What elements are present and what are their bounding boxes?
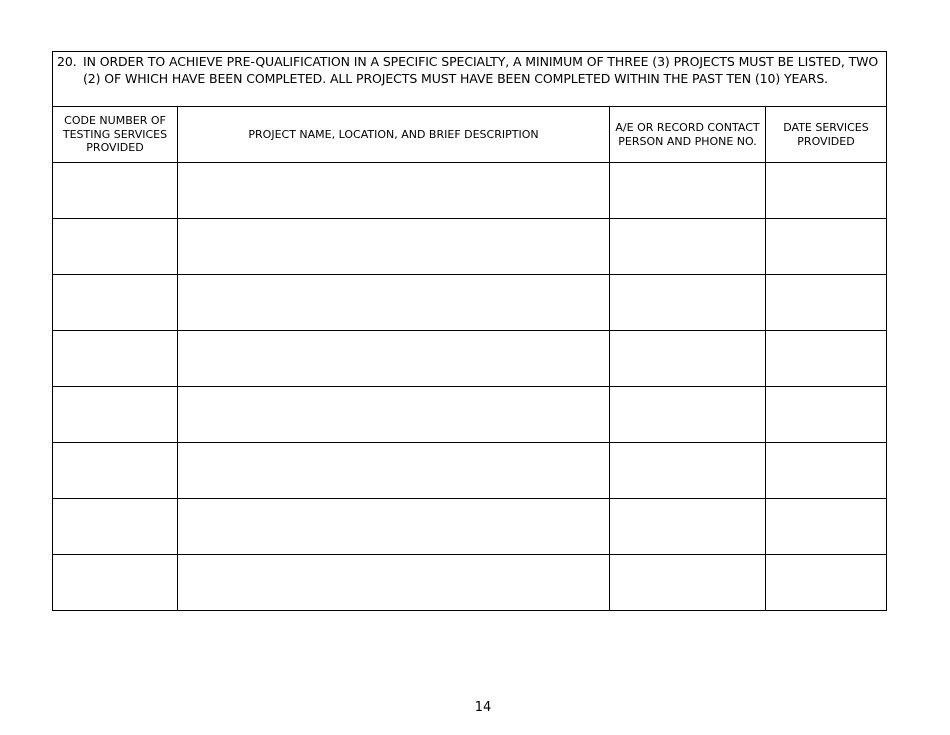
contact-person-cell[interactable] xyxy=(610,219,766,275)
page-number: 14 xyxy=(474,700,492,715)
date-services-cell[interactable] xyxy=(766,219,887,275)
instruction xyxy=(53,52,886,87)
instruction-row xyxy=(53,52,887,107)
project-description-cell[interactable] xyxy=(178,163,610,219)
question-number: 20. xyxy=(57,54,77,69)
header-date-services: DATE SERVICES PROVIDED xyxy=(766,107,887,163)
contact-person-cell[interactable] xyxy=(610,499,766,555)
header-project-description: PROJECT NAME, LOCATION, AND BRIEF DESCRIPTION xyxy=(178,107,610,163)
table-row xyxy=(53,331,887,387)
table-row xyxy=(53,219,887,275)
contact-person-cell[interactable] xyxy=(610,163,766,219)
contact-person-cell[interactable] xyxy=(610,443,766,499)
project-description-cell[interactable] xyxy=(178,331,610,387)
code-number-cell[interactable] xyxy=(53,219,178,275)
table-row xyxy=(53,387,887,443)
header-contact-person: A/E OR RECORD CONTACT PERSON AND PHONE NO. xyxy=(610,107,766,163)
date-services-cell[interactable] xyxy=(766,275,887,331)
code-number-cell[interactable] xyxy=(53,387,178,443)
instruction-cell xyxy=(53,52,887,107)
contact-person-cell[interactable] xyxy=(610,555,766,611)
table-row xyxy=(53,275,887,331)
question-text: IN ORDER TO ACHIEVE PRE-QUALIFICATION IN A SPECIFIC SPECIALTY, A MINIMUM OF THREE (3) PROJECTS MUST BE LISTED, TWO (2) OF WHICH HAVE BEEN COMPLETED. ALL PROJECTS MUST HAVE BEEN COMPLETED WITHIN THE PAST TEN (10) YEARS. xyxy=(83,54,879,86)
code-number-cell[interactable] xyxy=(53,275,178,331)
table-row xyxy=(53,163,887,219)
date-services-cell[interactable] xyxy=(766,443,887,499)
project-description-cell[interactable] xyxy=(178,443,610,499)
contact-person-cell[interactable] xyxy=(610,387,766,443)
project-description-cell[interactable] xyxy=(178,387,610,443)
code-number-cell[interactable] xyxy=(53,499,178,555)
project-description-cell[interactable] xyxy=(178,219,610,275)
contact-person-cell[interactable] xyxy=(610,331,766,387)
table-row xyxy=(53,555,887,611)
code-number-cell[interactable] xyxy=(53,163,178,219)
date-services-cell[interactable] xyxy=(766,499,887,555)
header-code-number: CODE NUMBER OF TESTING SERVICES PROVIDED xyxy=(53,107,178,163)
project-description-cell[interactable] xyxy=(178,499,610,555)
project-description-cell[interactable] xyxy=(178,275,610,331)
projects-form-table xyxy=(52,51,887,611)
date-services-cell[interactable] xyxy=(766,387,887,443)
header-row xyxy=(53,107,887,163)
project-description-cell[interactable] xyxy=(178,555,610,611)
code-number-cell[interactable] xyxy=(53,331,178,387)
date-services-cell[interactable] xyxy=(766,163,887,219)
date-services-cell[interactable] xyxy=(766,555,887,611)
table-row xyxy=(53,499,887,555)
table-row xyxy=(53,443,887,499)
code-number-cell[interactable] xyxy=(53,443,178,499)
date-services-cell[interactable] xyxy=(766,331,887,387)
contact-person-cell[interactable] xyxy=(610,275,766,331)
code-number-cell[interactable] xyxy=(53,555,178,611)
